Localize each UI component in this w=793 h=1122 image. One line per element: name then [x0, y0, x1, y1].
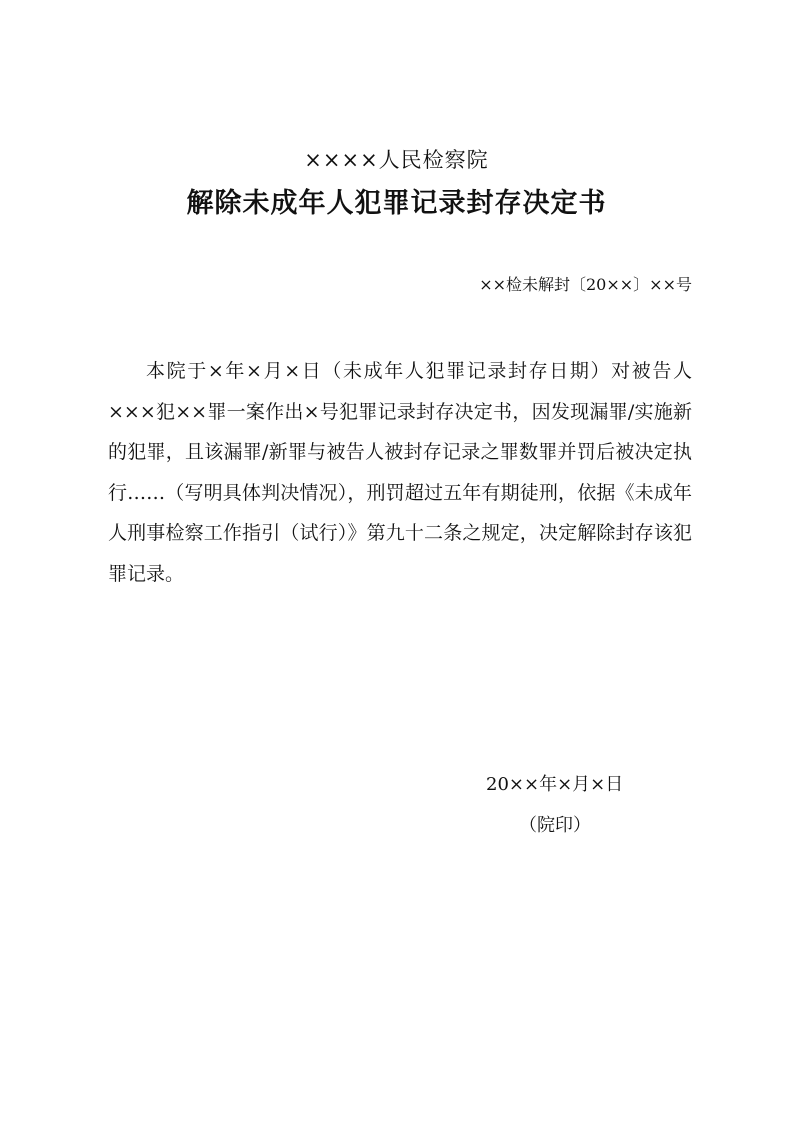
seal-placeholder: （院印） [519, 815, 591, 836]
issue-date: 20××年×月×日 [486, 774, 624, 795]
decision-body-paragraph: 本院于×年×月×日（未成年人犯罪记录封存日期）对被告人×××犯××罪一案作出×号犯罪记录封存决定书，因发现漏罪/实施新的犯罪，且该漏罪/新罪与被告人被封存记录之罪数罪并罚后被决定执行……（写明具体判决情况），刑罚超过五年有期徒刑，依据《未成年人刑事检察工作指引（试行）》第九十二条之规定，决定解除封存该犯罪记录。 [108, 360, 692, 585]
document-number: ××检未解封〔20××〕××号 [479, 275, 692, 294]
document-title: 解除未成年人犯罪记录封存决定书 [186, 188, 607, 219]
issuing-procuratorate: ××××人民检察院 [304, 148, 489, 172]
